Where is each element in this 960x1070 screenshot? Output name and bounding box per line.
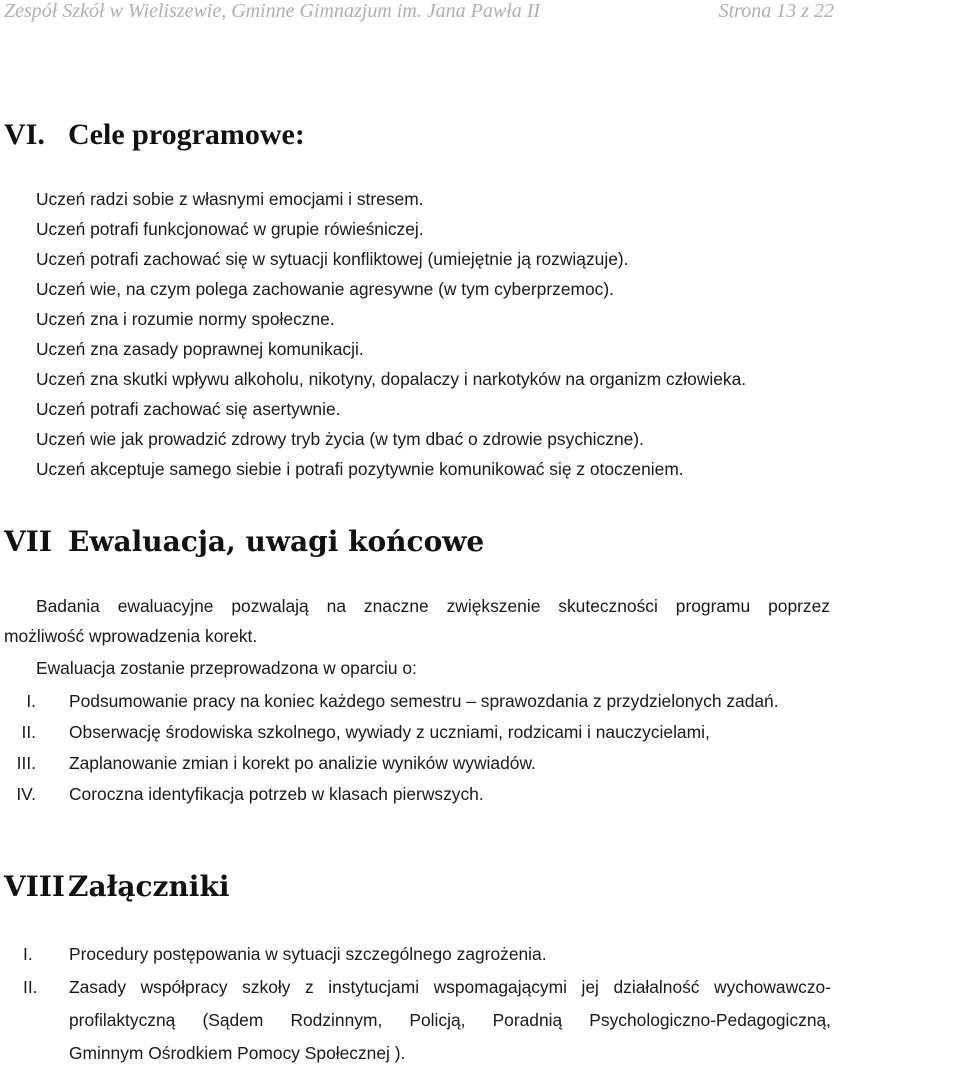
list-text: Coroczna identyfikacja potrzeb w klasach pierwszych.: [69, 784, 484, 804]
list-text: Zaplanowanie zmian i korekt po analizie wyników wywiadów.: [69, 753, 536, 773]
list-item: Uczeń potrafi funkcjonować w grupie rówieśniczej.: [36, 219, 424, 239]
list-number: II.: [21, 722, 36, 742]
section-heading-attachments: [4, 870, 230, 903]
list-item: Uczeń potrafi zachować się w sytuacji konfliktowej (umiejętnie ją rozwiązuje).: [36, 249, 629, 269]
list-number: I.: [26, 691, 36, 711]
evaluation-basis-intro: Ewaluacja zostanie przeprowadzona w oparciu o:: [36, 658, 417, 678]
list-number: III.: [16, 753, 36, 773]
list-item: Uczeń zna skutki wpływu alkoholu, nikotyny, dopalaczy i narkotyków na organizm człowieka.: [36, 369, 747, 389]
list-text: Procedury postępowania w sytuacji szczególnego zagrożenia.: [69, 944, 547, 964]
section-number: VI.: [4, 118, 45, 151]
list-item: Uczeń potrafi zachować się asertywnie.: [36, 399, 341, 419]
evaluation-paragraph-line1: Badania ewaluacyjne pozwalają na znaczne zwiększenie skuteczności programu poprzez: [36, 596, 830, 616]
list-item: Uczeń wie jak prowadzić zdrowy tryb życia (w tym dbać o zdrowie psychiczne).: [36, 429, 644, 449]
list-item: Uczeń zna i rozumie normy społeczne.: [36, 309, 335, 329]
list-text-line: Gminnym Ośrodkiem Pomocy Społecznej ).: [69, 1043, 406, 1063]
running-header: [4, 0, 834, 24]
list-item: [0, 938, 960, 971]
header-page-number: Strona 13 z 22: [718, 0, 834, 22]
list-item-continuation: [0, 1037, 960, 1070]
section-title: Załączniki: [68, 870, 230, 903]
list-item: Uczeń akceptuje samego siebie i potrafi pozytywnie komunikować się z otoczeniem.: [36, 459, 684, 479]
list-number: IV.: [16, 784, 36, 804]
section-heading-goals: [4, 118, 305, 152]
section-number: VIII: [4, 870, 66, 903]
list-text: Obserwację środowiska szkolnego, wywiady z uczniami, rodzicami i nauczycielami,: [69, 722, 710, 742]
list-text-line: profilaktyczną (Sądem Rodzinnym, Policją, Poradnią Psychologiczno-Pedagogiczną,: [69, 1010, 831, 1030]
evaluation-paragraph-line2: możliwość wprowadzenia korekt.: [4, 626, 258, 646]
header-school-name: Zespół Szkół w Wieliszewie, Gminne Gimnazjum im. Jana Pawła II: [4, 0, 541, 22]
list-item: Uczeń zna zasady poprawnej komunikacji.: [36, 339, 364, 359]
goals-list: [36, 184, 746, 484]
section-number: VII: [4, 525, 52, 558]
list-number: I.: [23, 944, 33, 964]
section-title: Ewaluacja, uwagi końcowe: [68, 525, 485, 558]
list-text: Podsumowanie pracy na koniec każdego semestru – sprawozdania z przydzielonych zadań.: [69, 691, 779, 711]
list-item: [0, 971, 960, 1004]
list-text-line: Zasady współpracy szkoły z instytucjami wspomagającymi jej działalność wychowawczo-: [69, 977, 831, 997]
list-item-continuation: [0, 1004, 960, 1037]
list-number: II.: [23, 977, 38, 997]
list-item: Uczeń radzi sobie z własnymi emocjami i stresem.: [36, 189, 424, 209]
section-heading-evaluation: [4, 525, 485, 558]
list-item: Uczeń wie, na czym polega zachowanie agresywne (w tym cyberprzemoc).: [36, 279, 614, 299]
attachments-list: [0, 938, 960, 1070]
section-title: Cele programowe:: [68, 118, 305, 151]
